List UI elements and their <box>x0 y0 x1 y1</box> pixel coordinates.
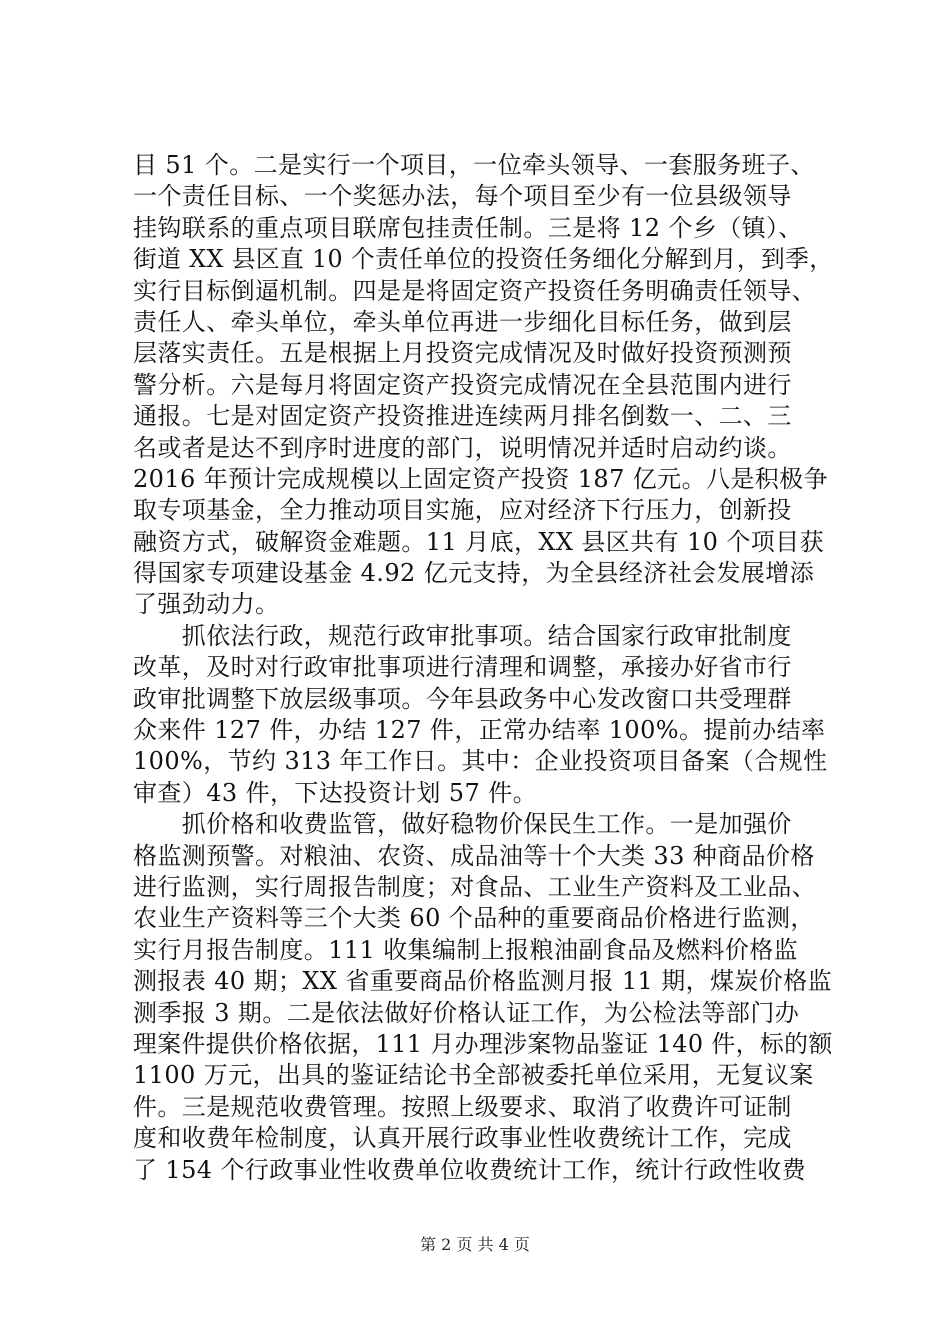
text-line: 名或者是达不到序时进度的部门，说明情况并适时启动约谈。 <box>133 433 792 462</box>
text-line: 一个责任目标、一个奖惩办法，每个项目至少有一位县级领导 <box>133 182 792 211</box>
text-line: 件。三是规范收费管理。按照上级要求、取消了收费许可证制 <box>133 1092 792 1121</box>
text-line: 政审批调整下放层级事项。今年县政务中心发改窗口共受理群 <box>133 684 792 713</box>
text-line: 格监测预警。对粮油、农资、成品油等十个大类 33 种商品价格 <box>133 841 815 870</box>
text-line: 了强劲动力。 <box>133 590 280 619</box>
text-line: 改革，及时对行政审批事项进行清理和调整，承接办好省市行 <box>133 653 792 682</box>
text-line: 测季报 3 期。二是依法做好价格认证工作，为公检法等部门办 <box>133 998 800 1027</box>
text-line: 实行月报告制度。111 收集编制上报粮油副食品及燃料价格监 <box>133 935 799 964</box>
text-line: 度和收费年检制度，认真开展行政事业性收费统计工作，完成 <box>133 1124 792 1153</box>
text-line: 挂钩联系的重点项目联席包挂责任制。三是将 12 个乡（镇）、 <box>133 213 803 242</box>
text-line: 100%，节约 313 年工作日。其中：企业投资项目备案（合规性 <box>133 747 828 776</box>
text-line: 理案件提供价格依据，111 月办理涉案物品鉴证 140 件，标的额 <box>133 1029 833 1058</box>
text-line: 通报。七是对固定资产投资推进连续两月排名倒数一、二、三 <box>133 402 792 431</box>
text-line: 责任人、牵头单位，牵头单位再进一步细化目标任务，做到层 <box>133 307 792 336</box>
text-line: 得国家专项建设基金 4.92 亿元支持，为全县经济社会发展增添 <box>133 559 815 588</box>
text-line: 警分析。六是每月将固定资产投资完成情况在全县范围内进行 <box>133 370 792 399</box>
text-line: 实行目标倒逼机制。四是是将固定资产投资任务明确责任领导、 <box>133 276 817 305</box>
text-line: 众来件 127 件，办结 127 件，正常办结率 100%。提前办结率 <box>133 716 826 745</box>
text-line: 测报表 40 期；XX 省重要商品价格监测月报 11 期，煤炭价格监 <box>133 967 832 996</box>
body-text <box>133 150 833 1186</box>
text-line: 抓价格和收费监管，做好稳物价保民生工作。一是加强价 <box>133 810 792 839</box>
text-line: 了 154 个行政事业性收费单位收费统计工作，统计行政性收费 <box>133 1155 807 1184</box>
text-line: 抓依法行政，规范行政审批事项。结合国家行政审批制度 <box>133 621 792 650</box>
text-line: 农业生产资料等三个大类 60 个品种的重要商品价格进行监测， <box>133 904 815 933</box>
text-line: 进行监测，实行周报告制度；对食品、工业生产资料及工业品、 <box>133 872 817 901</box>
text-line: 融资方式，破解资金难题。11 月底，XX 县区共有 10 个项目获 <box>133 527 824 556</box>
text-line: 取专项基金，全力推动项目实施，应对经济下行压力，创新投 <box>133 496 792 525</box>
text-line: 街道 XX 县区直 10 个责任单位的投资任务细化分解到月，到季， <box>133 245 834 274</box>
page-footer: 第 2 页 共 4 页 <box>420 1235 530 1254</box>
text-line: 1100 万元，出具的鉴证结论书全部被委托单位采用，无复议案 <box>133 1061 814 1090</box>
text-line: 目 51 个。二是实行一个项目，一位牵头领导、一套服务班子、 <box>133 151 815 179</box>
text-line: 2016 年预计完成规模以上固定资产投资 187 亿元。八是积极争 <box>133 464 828 493</box>
text-line: 层落实责任。五是根据上月投资完成情况及时做好投资预测预 <box>133 339 792 368</box>
text-line: 审查）43 件，下达投资计划 57 件。 <box>133 778 537 807</box>
